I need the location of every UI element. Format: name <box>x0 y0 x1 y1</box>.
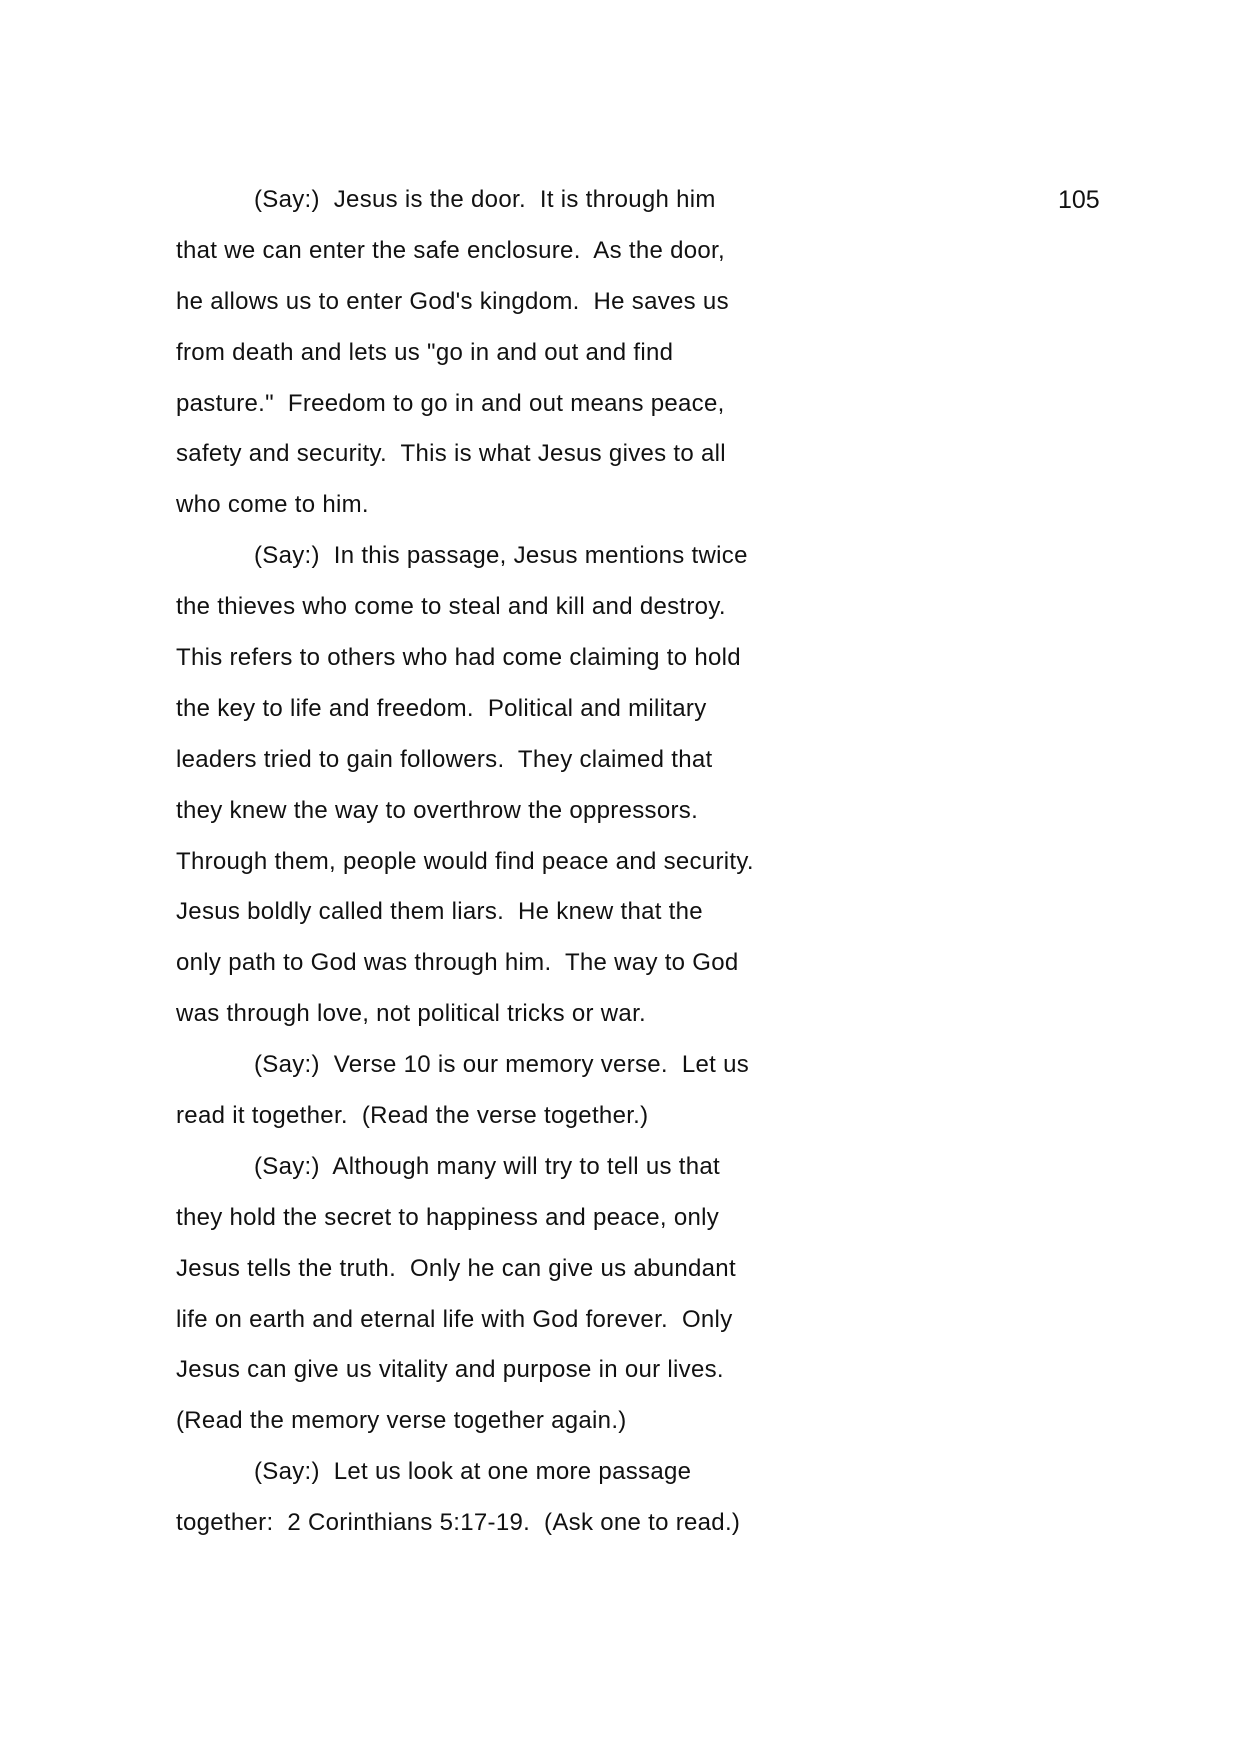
text-line: leaders tried to gain followers. They claimed that <box>176 745 713 773</box>
text-line: life on earth and eternal life with God forever. Only <box>176 1305 733 1333</box>
text-line: that we can enter the safe enclosure. As the door, <box>176 236 725 264</box>
text-line: only path to God was through him. The way to God <box>176 949 739 977</box>
text-line: This refers to others who had come claiming to hold <box>176 644 741 672</box>
body-text <box>176 186 876 1560</box>
text-line: read it together. (Read the verse together.) <box>176 1102 649 1130</box>
text-line: the thieves who come to steal and kill and destroy. <box>176 593 726 621</box>
text-line: he allows us to enter God's kingdom. He saves us <box>176 287 729 315</box>
text-line: together: 2 Corinthians 5:17-19. (Ask one to read.) <box>176 1509 741 1537</box>
paragraph <box>176 1051 876 1153</box>
text-line: pasture." Freedom to go in and out means peace, <box>176 389 725 417</box>
page-number: 105 <box>1058 186 1100 214</box>
text-line: (Say:) Let us look at one more passage <box>254 1458 692 1486</box>
text-line: (Say:) In this passage, Jesus mentions twice <box>254 542 748 570</box>
text-line: safety and security. This is what Jesus gives to all <box>176 440 726 468</box>
text-line: Jesus can give us vitality and purpose in our lives. <box>176 1356 724 1384</box>
text-line: Through them, people would find peace and security. <box>176 847 754 875</box>
text-line: Jesus boldly called them liars. He knew that the <box>176 898 703 926</box>
paragraph <box>176 542 876 1051</box>
paragraph <box>176 186 876 542</box>
text-line: (Say:) Although many will try to tell us that <box>254 1152 720 1180</box>
text-line: (Say:) Verse 10 is our memory verse. Let us <box>254 1051 750 1079</box>
paragraph <box>176 1458 876 1560</box>
paragraph <box>176 1153 876 1458</box>
text-line: (Say:) Jesus is the door. It is through him <box>254 186 716 213</box>
text-line: the key to life and freedom. Political and military <box>176 694 707 722</box>
text-line: was through love, not political tricks or war. <box>176 1000 646 1028</box>
text-line: (Read the memory verse together again.) <box>176 1407 627 1435</box>
text-line: from death and lets us "go in and out and find <box>176 338 674 366</box>
text-line: they hold the secret to happiness and peace, only <box>176 1203 720 1231</box>
text-line: who come to him. <box>176 491 369 519</box>
text-line: they knew the way to overthrow the oppressors. <box>176 796 699 824</box>
text-line: Jesus tells the truth. Only he can give us abundant <box>176 1254 736 1282</box>
